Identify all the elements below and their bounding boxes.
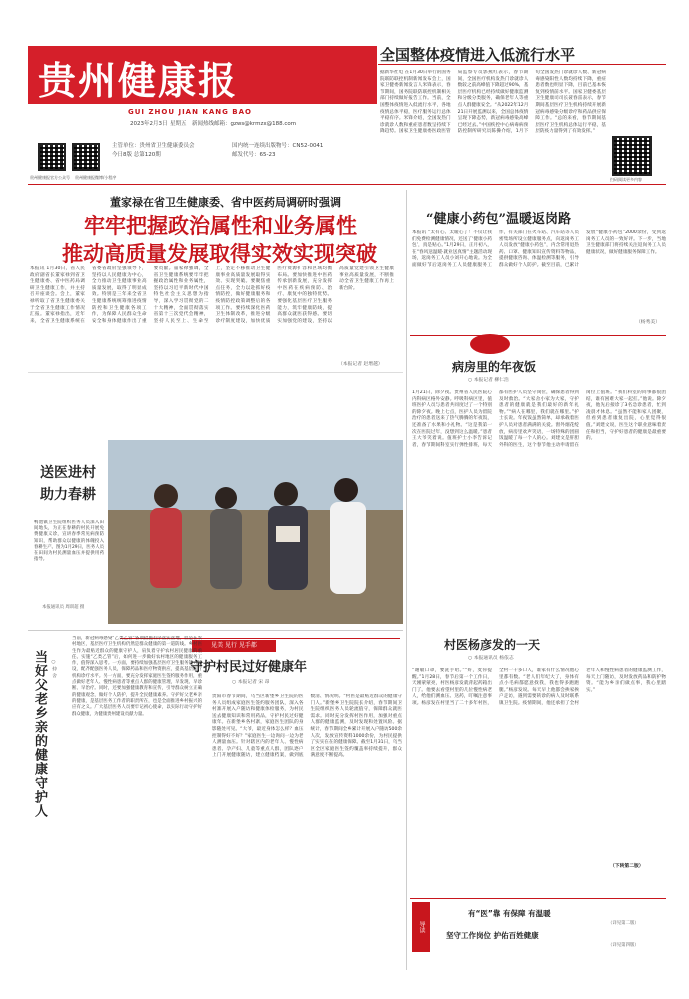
guard-body: 贵阳市春节期间，乌当区新堡乡卫生院的医务人员组成家庭医生签约服务团队，深入各村寨开展入户随访和健康体检服务，为村民送去健康知识和常用药品，守护村民过好健康年。在新堡乡各村寨，家庭医生团队的身影随处可见。“大爷，最近身体怎么样？血压控制得好不好？”家庭医生一边询问一边为老人测量血压。针对辖区内的老年人、慢性病患者、孕产妇、儿童等重点人群，团队逐户上门开展健康随访，建立健康档案，做到底数清、情况明。“村医是最贴近群众的健康守门人。”新堡乡卫生院院长介绍，春节期间卫生院组织医务人员轮流值守，保障群众就医需求。同时充分发挥村医作用，加强对重点人群的健康监测，及时发现和处置风险。据统计，春节期间全乡累计开展入户随访500余人次，发放宣传资料1000余份，为村民提供了实实在在的健康保障。截至1月31日，乌当区全区家庭医生签约覆盖率持续提升，群众满意度不断提高。 [212, 694, 402, 759]
lead-title-2: 推动高质量发展取得实效实现突破 [62, 241, 377, 266]
guard-byline: ○ 本报记者 宋 昂 [232, 680, 270, 685]
ward-byline: ○ 本报记者 柳仁浩 [468, 378, 509, 383]
lead-signoff: （本报记者 赵增越） [338, 362, 383, 367]
village-doctor-byline: ○ 本报通讯员 杨依志 [468, 656, 514, 661]
commentary-title: 当好父老乡亲的健康守护人 [32, 650, 47, 818]
commentary-byline: ○ 仲 舍 [51, 660, 56, 678]
photo-caption-title: 送医进村 助力春耕 [40, 465, 96, 503]
qr-code-weibo[interactable] [72, 143, 100, 171]
pill-story-body: 本报讯 “太有心、太暖心了！不仅让我们免费检测健康情况，还送了‘健康小药包’，真是贴心。”1月29日，正月初八，在“春风送温暖·就业送真情”主题活动现场，返岗务工人员小刘开心地说。为全面做好节后返岗务工人员健康服务工作，有关部门在火车站、汽车站等人员密集场所设立健康服务点，向返岗务工人员发放“健康小药包”，内含常用退热药、口罩、健康知识宣传资料等物品，提供健康咨询、体温检测等服务，引导群众做好个人防护。截至目前，已累计发放“健康小药包”2000余份，受到返岗务工人员的一致好评。下一步，当地卫生健康部门将持续关注返岗务工人员健康状况，做好健康服务保障工作。 [412, 230, 666, 268]
lead-kicker: 董家禄在省卫生健康委、省中医药局调研时强调 [110, 196, 341, 209]
top-story-rule [378, 64, 666, 65]
lead-title-1: 牢牢把握政治属性和业务属性 [84, 213, 357, 238]
qr-code-right[interactable] [612, 136, 652, 176]
masthead-title: 贵州健康报 [38, 58, 239, 103]
photo-credit: 本报通讯员 周训超 摄 [42, 605, 85, 610]
ward-title: 病房里的年夜饭 [452, 360, 537, 374]
photo-caption-body: 鸭池镇卫生院组织医务人员深入田间地头，为正在春耕的村民开展免费健康义诊，宣讲春季常见病预防知识，帮助群众以健康的体魄投入春耕生产。图为1月29日，医务人员在田间为村民测量血压并提供用药指导。 [34, 520, 104, 563]
cn-number: 国内统一连续出版物号：CN52-0041 [232, 143, 324, 149]
guide-item-2[interactable]: 坚守工作岗位 护佑百姓健康 [446, 931, 539, 940]
qr-code-wechat[interactable] [38, 143, 66, 171]
guard-kicker: 见美 见行 见手都 [192, 640, 276, 652]
guide-item-1-ref: （详见第二版） [608, 921, 639, 926]
photo-illustration [108, 440, 403, 624]
guide-item-2-ref: （详见第四版） [608, 943, 639, 948]
news-photo [108, 440, 403, 624]
top-story-body: 据新华社电 在1月30日举行的国务院联防联控机制新闻发布会上，国家卫健委新闻发言人米锋表示，春节期间，国务院联防联控机制相关部门持续做好报告工作。当前，全国整体疫情进入低流行水平，各地疫情总体平稳，医疗服务运行总体平稳有序。米锋介绍，全国发热门诊就诊人数和重症患者数呈持续下降趋势。国家卫生健康委医政医管局监察专员郭燕红表示，春节期间，全国医疗机构发热门诊就诊人数较之前高峰值下降超过90%，基层医疗机构已经持续做好健康监测和分级分类服务，确保老年人等重点人群健康安全。“从2022年12月21日开展监测以来，全国总体疫情呈现下降态势，新冠病毒感染高峰已经过去。”中国疾控中心病毒病预防控制所研究员陈操介绍，1月下旬全国发热门诊就诊人数、新冠病毒感染阳性人数均持续下降，重症患者数也明显下降，目前已基本恢复到疫情前水平。国家卫健委基层卫生健康司司长聂春雷表示，春节期间基层医疗卫生机构持续开展新冠病毒感染分级诊疗和药品供应保障工作。“总的来看，春节期间基层医疗卫生机构总体运行平稳，基层防疫力量得到了有效发挥。” [380, 70, 606, 135]
village-doctor-cont[interactable]: （下转第二版） [610, 864, 644, 869]
masthead-rule [28, 184, 666, 185]
masthead-pinyin: GUI ZHOU JIAN KANG BAO [128, 108, 252, 116]
issue-date: 2023年2月3日 [130, 121, 168, 127]
lead-body: 本报讯 1月30日，省人民政府副省长董家禄到省卫生健康委、省中医药局调研卫生健康工作，并主持召开座谈会。会上，董家禄听取了省卫生健康委关于全省卫生健康工作情况汇报。董家禄指出，近年来，全省卫生健康系统在省委省政府坚强领导下，坚持以人民健康为中心，全力推动卫生健康事业高质量发展，取得了明显成效。特别是三年来全省卫生健康系统统筹推进疫情防控和卫生健康各项工作，为保障人民群众生命安全和身体健康作出了重要贡献。董家禄强调，全省卫生健康系统要牢牢把握政治属性和业务属性，坚持以习近平新时代中国特色社会主义思想为指导，深入学习贯彻党的二十大精神，全面贯彻落实省第十三次党代会精神，坚持人民至上、生命至上，坚定不移推动卫生健康事业高质量发展取得实效、实现突破。要聚焦重点任务，全力以赴抓好疫情防控，做好健康服务和疫情防控政策调整后的各项工作。要持续深化医药卫生体制改革，推进分级诊疗制度建设，加快优质医疗资源扩容和区域均衡布局。要加快推进中医药传承创新发展，充分发挥中医药在疾病预防、治疗、康复中的独特优势。要强化基层医疗卫生服务能力，筑牢健康防线，提高群众就医获得感。要切实加强党的建设，坚持以高质量党建引领卫生健康事业高质量发展，不断推动全省卫生健康工作再上新台阶。 [30, 266, 394, 324]
qr-caption-left-2: 贵州健康报微博/小程序 [75, 175, 117, 180]
column-divider [406, 190, 407, 970]
issue-weekday: 星期五 [170, 121, 187, 127]
section-divider [28, 630, 403, 631]
edition-line: 今日8版 总第120期 [112, 152, 161, 158]
qr-caption-right: 扫码阅读更多内容 [610, 177, 642, 182]
sponsor-line: 主管单位：贵州省卫生健康委员会 [112, 143, 195, 149]
email-label[interactable]: 新闻热线邮箱：gzws@krmzx@188.com [192, 121, 297, 127]
commentary-body: 当前，新冠病毒感染“乙类乙管”各项措施有序落实落地，但是在农村地区，基层医疗卫生机构仍然是群众健康的第一道防线。乡村医生作为最贴近群众的健康守护人，肩负着守护农村居民健康的重任。实施“乙类乙管”后，如何进一步做好农村地区的健康服务工作，值得深入思考。一方面，要持续加强基层医疗卫生服务能力建设，配齐配强医务人员，保障药品和医疗物资供应，提高基层医疗机构诊疗水平。另一方面，要充分发挥家庭医生签约服务作用，重点做好老年人、慢性病患者等重点人群的健康管理，早发现、早诊断、早治疗。同时，还要加强健康教育和宣传，引导群众树立正确的健康观念，做好个人防护，提升全民健康素养。守护好父老乡亲的健康，是基层医务工作者的职责所在，也是全面推进乡村振兴的应有之义。广大基层医务人员要牢记初心使命，以实际行动守护好群众健康，为健康贵州建设贡献力量。 [72, 636, 202, 717]
pill-story-title: “健康小药包”温暖返岗路 [426, 212, 571, 227]
ward-badge [470, 334, 510, 354]
top-story-title: 全国整体疫情进入低流行水平 [380, 46, 576, 64]
guard-title: 守护村民过好健康年 [190, 660, 308, 675]
ward-rule [410, 335, 666, 336]
post-code: 邮发代号：65-23 [232, 152, 276, 158]
masthead-banner [28, 46, 377, 104]
village-doctor-body: “谢敏口罩，要洗手哈。”“好，麦你提醒。”1月28日，春节后第一个工作日，天刚蒙蒙亮，村医杨彦发就背起药箱出门了。他要去看望村里的几位慢性病老人，给他们测血压、送药，叮嘱注意事项。杨彦发在村里当了二十多年村医，全村一千多口人，谁家有什么情况他心里都有数。“老人们年纪大了，身体有点小毛病都愿意找我，我也得多跑跑腿。”杨彦发说。每天早上他都会挨家挨户走访，遇到需要转诊的病人及时联系镇卫生院。疫情期间，他还承担了全村老年人和慢性病患者的健康监测工作，每天上门随访，及时发放药品和防护物资。“能为乡亲们做点事，我心里踏实。” [412, 668, 666, 706]
ward-body: 1月21日，除夕夜。贵州省人民医院心内科病区格外安静。呼吸科病区里，值班医护人员与患者共同度过了一个特别的除夕夜。晚上七点，医护人员为留院治疗的患者送来了热气腾腾的年夜饭，还准备了水果和小礼物。“这是我第一次在医院过年，没想到这么温暖。”患者王大爷笑着说。值班护士小李告诉记者，春节期间科室实行弹性排班，每天都有医护人员坚守岗位，确保患者得到及时救治。“大家舍小家为大家，守护患者的健康就是我们最好的新年礼物。”“病人在哪里，我们就在哪里。”护士长说。年夜饭虽然简单，却承载着医护人员对患者满满的关爱。窗外烟花绽放，病房里欢声笑语，一场特殊的团圆饭温暖了每一个人的心。刘建文是肝胆外科的医生，这个春节他主动申请留在岗位上值班。“我们科室的同事都很团结，谁有困难大家一起扛。”他说。除夕夜，他先后接诊了3名急诊患者，忙到凌晨才休息。“虽然不能和家人团聚，但看到患者康复出院，心里觉得很值。”刘建文说，医生这个职业意味着责任和担当，守护好患者的健康是最重要的。 [412, 390, 666, 448]
photo-top-rule [28, 372, 403, 373]
guide-item-1[interactable]: 有“医”靠 有保障 有温暖 [468, 909, 551, 918]
qr-caption-left: 贵州健康报官方公众号 [30, 175, 70, 180]
village-doctor-title: 村医杨彦发的一天 [444, 638, 541, 652]
pill-story-signoff: （杨秀美） [636, 320, 660, 325]
guide-label: 导读 [412, 902, 430, 952]
